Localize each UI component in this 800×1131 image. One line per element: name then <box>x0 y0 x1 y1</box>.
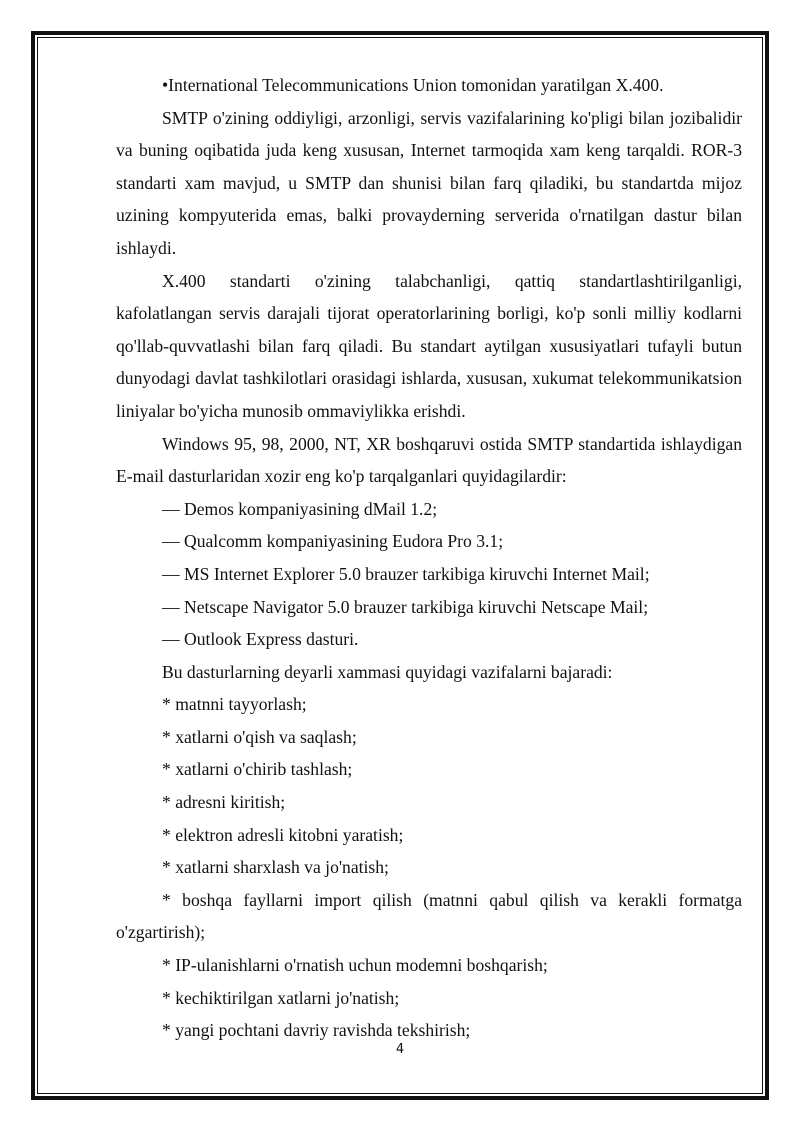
list-item: — Demos kompaniyasining dMail 1.2; <box>162 498 438 519</box>
list-item: * xatlarni o'chirib tashlash; <box>162 759 353 780</box>
paragraph-email-programs: Windows 95, 98, 2000, NT, XR boshqaruvi ostida SMTP standartida ishlaydigan E-mail dasturlaridan xozir eng ko'p tarqalganlari quyidagilardir: <box>116 433 742 487</box>
list-item: * xatlarni o'qish va saqlash; <box>162 726 357 747</box>
list-item: * adresni kiritish; <box>162 792 286 813</box>
page-number: 4 <box>395 1042 405 1057</box>
paragraph-x400-standard: X.400 standarti o'zining talabchanligi, qattiq standartlashtirilganligi, kafolatlangan servis darajali tijorat operatorlarining borligi, ko'p sonli milliy kodlarni qo'llab-quvvatlashi bilan farq qiladi. Bu standart aytilgan xususiyatlari tufayli butun dunyodagi davlat tashkilotlari orasidagi ishlarda, xususan, xukumat telekommunikatsion liniyalar bo'yicha munosib ommaviylikka erishdi. <box>116 270 742 421</box>
paragraph-smtp: SMTP o'zining oddiyligi, arzonligi, servis vazifalarining ko'pligi bilan jozibalidir va buning oqibatida juda keng xususan, Internet tarmoqida xam keng tarqaldi. ROR-3 standarti xam mavjud, u SMTP dan shunisi bilan farq qiladiki, bu standartda mijoz uzining kompyuterida emas, balki provayderning serverida o'rnatilgan dastur bilan ishlaydi. <box>116 107 742 258</box>
list-item: — Qualcomm kompaniyasining Eudora Pro 3.1; <box>162 531 504 552</box>
list-item: * elektron adresli kitobni yaratish; <box>162 824 404 845</box>
list-item: * boshqa fayllarni import qilish (matnni qabul qilish va kerakli formatga o'zgartirish); <box>116 889 742 943</box>
list-item: * kechiktirilgan xatlarni jo'natish; <box>162 987 400 1008</box>
list-item: * yangi pochtani davriy ravishda tekshirish; <box>162 1020 471 1041</box>
list-item: — Outlook Express dasturi. <box>162 629 359 650</box>
list-item: * IP-ulanishlarni o'rnatish uchun modemni boshqarish; <box>162 955 548 976</box>
list-item: * matnni tayyorlash; <box>162 694 307 715</box>
list-item: * xatlarni sharxlash va jo'natish; <box>162 857 389 878</box>
paragraph-x400-origin: •International Telecommunications Union tomonidan yaratilgan X.400. <box>162 75 664 95</box>
paragraph-functions-intro: Bu dasturlarning deyarli xammasi quyidagi vazifalarni bajaradi: <box>162 661 613 682</box>
list-item: — MS Internet Explorer 5.0 brauzer tarkibiga kiruvchi Internet Mail; <box>162 563 650 584</box>
list-item: — Netscape Navigator 5.0 brauzer tarkibiga kiruvchi Netscape Mail; <box>162 596 649 617</box>
page-content <box>116 69 742 1047</box>
